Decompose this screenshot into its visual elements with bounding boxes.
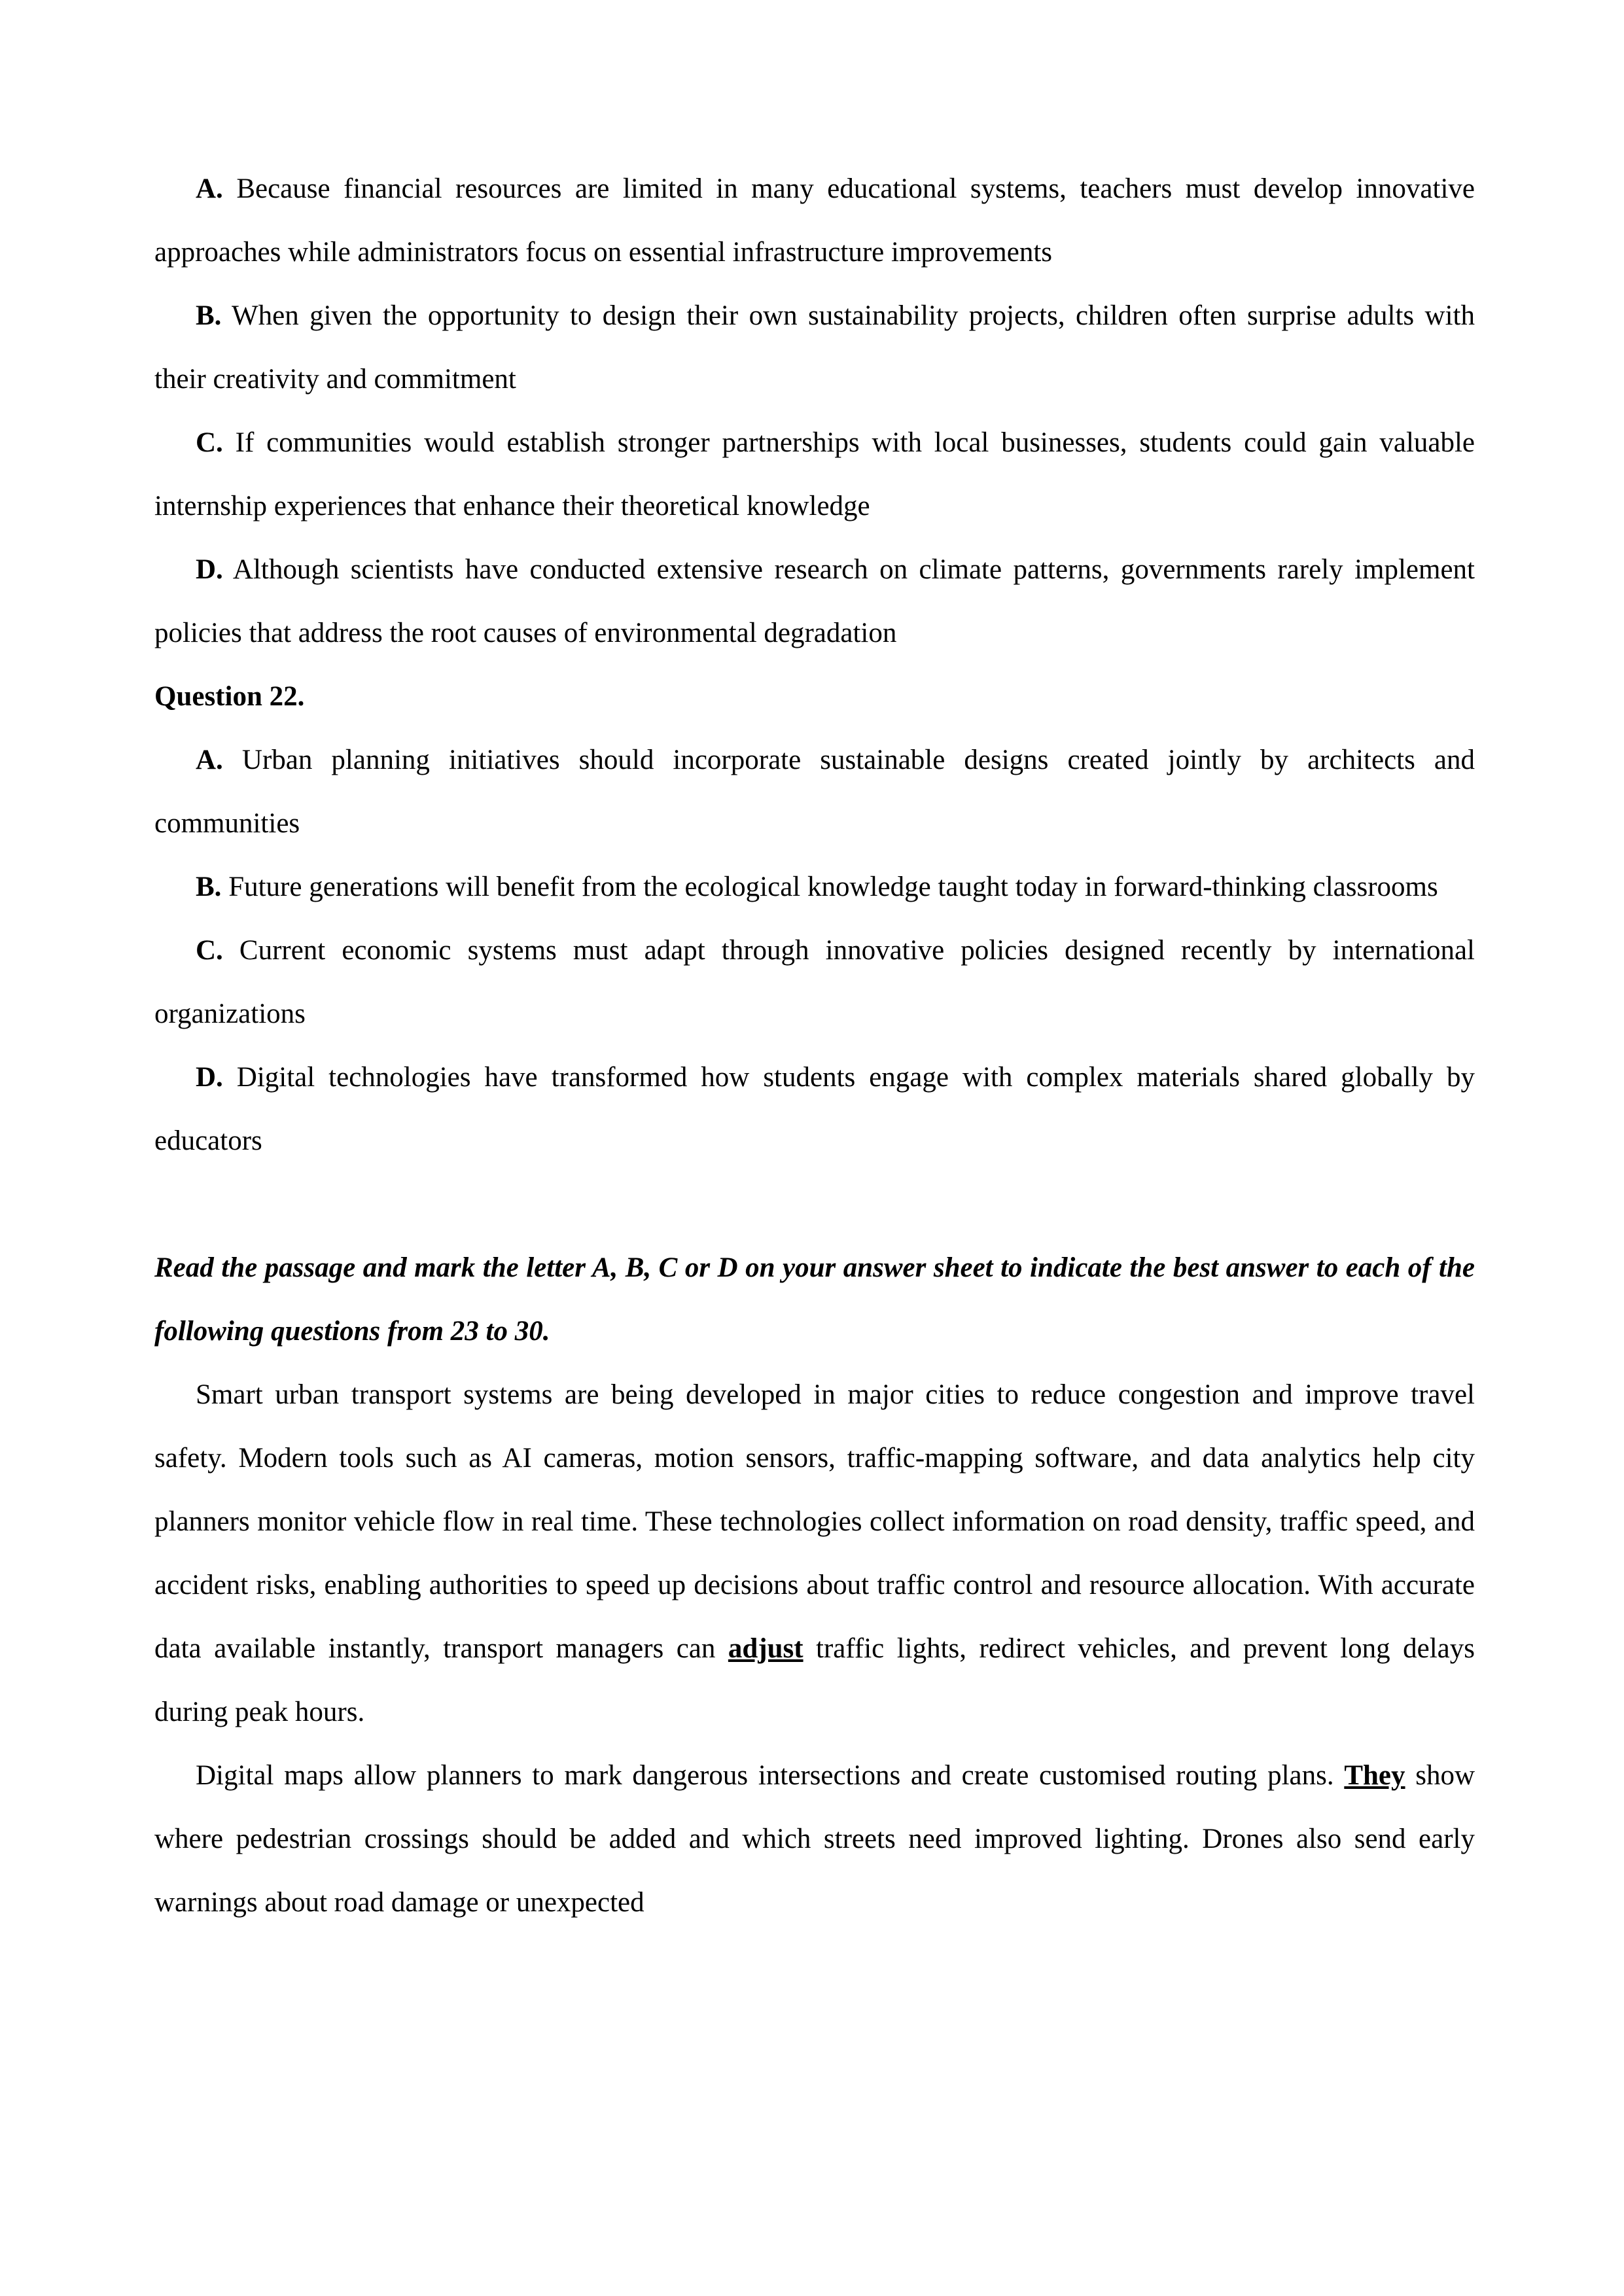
option-c-text: If communities would establish stronger partnerships with local businesses, students could gain valuable internship experiences that enhance their theoretical knowledge [154, 427, 1475, 521]
option-a-text: Because financial resources are limited in many educational systems, teachers must develop innovative approaches while administrators focus on essential infrastructure improvements [154, 173, 1475, 268]
passage-p1-keyword-adjust: adjust [728, 1633, 803, 1664]
question-22-option-a [154, 728, 1475, 855]
passage-p1-post: traffic lights, redirect vehicles, and prevent long delays during peak hours. [154, 1633, 1475, 1727]
option-d-label: D. [196, 554, 223, 585]
question-22-option-c-label: C. [196, 935, 223, 966]
passage-p2-post: show where pedestrian crossings should be added and which streets need improved lighting. Drones also send early warnings about road damage or unexpected [154, 1760, 1475, 1918]
option-a-label: A. [196, 173, 223, 204]
question-22-option-d [154, 1046, 1475, 1173]
option-d-text: Although scientists have conducted extensive research on climate patterns, governments rarely implement policies that address the root causes of environmental degradation [154, 554, 1475, 648]
option-b-label: B. [196, 300, 222, 331]
option-b-text: When given the opportunity to design their own sustainability projects, children often surprise adults with their creativity and commitment [154, 300, 1475, 395]
question-22-option-a-label: A. [196, 745, 223, 775]
question-22-option-b [154, 855, 1475, 919]
question-22-option-d-label: D. [196, 1062, 223, 1093]
question-22-option-d-text: Digital technologies have transformed how students engage with complex materials shared globally by educators [154, 1062, 1475, 1156]
question-22-option-a-text: Urban planning initiatives should incorporate sustainable designs created jointly by architects and communities [154, 745, 1475, 839]
question-22-option-c [154, 919, 1475, 1046]
question-22-option-b-label: B. [196, 872, 222, 902]
option-c [154, 411, 1475, 538]
passage-p2-pre: Digital maps allow planners to mark dangerous intersections and create customised routing plans. [196, 1760, 1334, 1791]
option-a [154, 157, 1475, 284]
question-22-option-b-text: Future generations will benefit from the ecological knowledge taught today in forward-thinking classrooms [228, 872, 1438, 902]
reading-instruction: Read the passage and mark the letter A, B, C or D on your answer sheet to indicate the best answer to each of the following questions from 23 to 30. [154, 1252, 1475, 1347]
passage-paragraph-1 [154, 1363, 1475, 1744]
option-b [154, 284, 1475, 411]
passage-paragraph-2 [154, 1744, 1475, 1934]
passage-p1-pre: Smart urban transport systems are being developed in major cities to reduce congestion and improve travel safety. Modern tools such as AI cameras, motion sensors, traffic-mapping software, and data analytics help city planners monitor vehicle flow in real time. These technologies collect information on road density, traffic speed, and accident risks, enabling authorities to speed up decisions about traffic control and resource allocation. With accurate data available instantly, transport managers can [154, 1379, 1475, 1664]
option-c-label: C. [196, 427, 223, 458]
question-22-option-c-text: Current economic systems must adapt through innovative policies designed recently by international organizations [154, 935, 1475, 1029]
option-d [154, 538, 1475, 665]
passage-p2-keyword-they: They [1344, 1760, 1405, 1791]
question-22-heading: Question 22. [154, 681, 305, 712]
question-21-options [154, 157, 1475, 665]
question-22 [154, 665, 1475, 1173]
reading-passage [154, 1363, 1475, 1934]
